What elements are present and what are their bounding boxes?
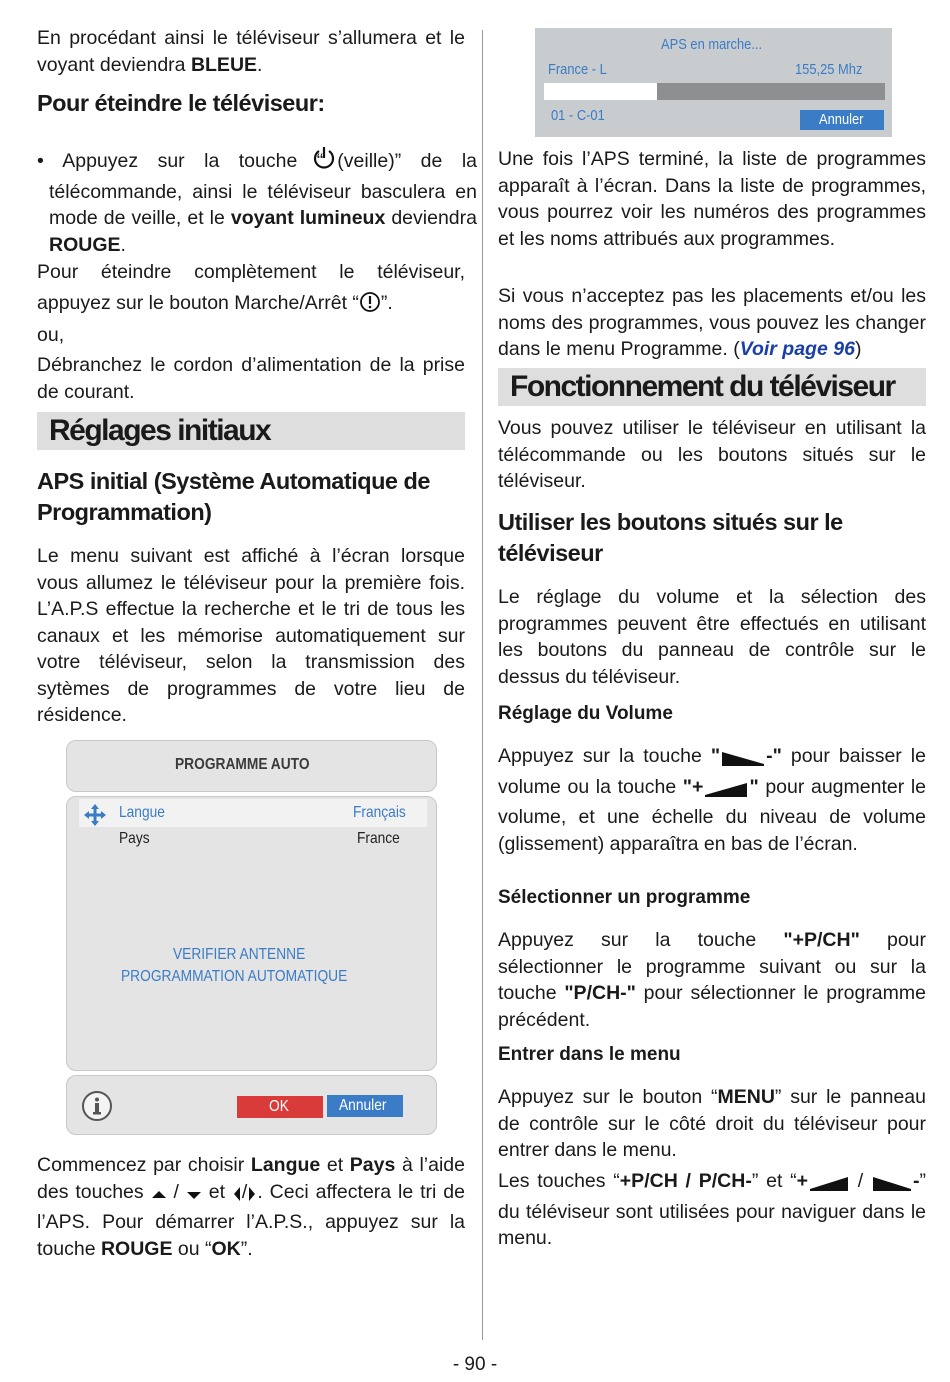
aps-channel: 01 - C-01 bbox=[551, 107, 605, 124]
paragraph-menu-suivant: Le menu suivant est affiché à l’écran lorsque vous allumez le téléviseur pour la première fois. L’A.P.S effectue la recherche et le tri de tous les canaux et les mémorise automatiquement sur votre téléviseur, selon la transmission des sytèmes de programmes de votre lieu de résidence. bbox=[37, 545, 465, 726]
section-title-reglages: Réglages initiaux bbox=[49, 414, 271, 447]
paragraph-selection: Appuyez sur la touche "+P/CH" pour sélectionner le programme suivant ou sur la touche "P/CH-" pour sélectionner le programme précédent. bbox=[498, 929, 926, 1031]
link-voir-page-96[interactable]: Voir page 96 bbox=[739, 338, 855, 360]
aps-frequency: 155,25 Mhz bbox=[795, 61, 863, 78]
aps-annuler-label: Annuler bbox=[819, 111, 864, 128]
heading-entrer-menu: Entrer dans le menu bbox=[498, 1044, 681, 1065]
navigate-cross-icon bbox=[83, 803, 107, 832]
heading-utiliser-boutons: Utiliser les boutons situés sur le téléviseur bbox=[498, 509, 843, 566]
aps-status: APS en marche... bbox=[661, 36, 763, 53]
left-arrow-icon bbox=[232, 1183, 242, 1210]
aps-annuler-button[interactable] bbox=[800, 110, 884, 130]
ok-button-label: OK bbox=[269, 1098, 289, 1115]
langue-label: Langue bbox=[119, 804, 165, 821]
paragraph-commencez: Commencez par choisir Langue et Pays à l’aide des touches / et / . Ceci affectera le tri de l’APS. Pour démarrer l’A.P.S., appuyez sur la touche ROUGE ou “OK”. bbox=[37, 1154, 465, 1260]
paragraph-si-vous: Si vous n’acceptez pas les placements et/ou les noms des programmes, vous pouvez les changer dans le menu Programme. (Voir page 96) bbox=[498, 285, 926, 360]
osd-title: PROGRAMME AUTO bbox=[175, 756, 310, 773]
heading-reglage-volume: Réglage du Volume bbox=[498, 703, 673, 724]
programmation-auto-text: PROGRAMMATION AUTOMATIQUE bbox=[121, 968, 348, 985]
pays-label: Pays bbox=[119, 830, 150, 847]
volume-down-icon-2 bbox=[871, 1172, 913, 1199]
paragraph-une-fois: Une fois l’APS terminé, la liste de programmes apparaît à l’écran. Dans la liste de programmes, vous pourrez voir les numéros des programmes et les noms attribués aux programmes. bbox=[498, 148, 926, 250]
osd-aps-progress bbox=[535, 28, 892, 137]
paragraph-touches: Les touches “+P/CH / P/CH-” et “+ / -” du téléviseur sont utilisées pour naviguer dans le menu. bbox=[498, 1170, 926, 1249]
volume-down-icon bbox=[720, 747, 766, 774]
paragraph-reglage-volume-selection: Le réglage du volume et la sélection des programmes peuvent être effectués en utilisant les boutons du panneau de contrôle sur le dessus du téléviseur. bbox=[498, 586, 926, 688]
osd-title-panel bbox=[66, 740, 437, 792]
paragraph-volume: Appuyez sur la touche " -" pour baisser le volume ou la touche "+ " pour augmenter le volume, et une échelle du niveau de volume (glissement) apparaîtra en bas de l’écran. bbox=[498, 745, 927, 855]
osd-settings-panel bbox=[66, 796, 437, 1071]
bullet-veille: • Appuyez sur la touche “ (veille)” de la télécommande, ainsi le téléviseur basculera en mode de veille, et le voyant lumineux deviendra ROUGE. bbox=[37, 145, 477, 258]
info-icon bbox=[81, 1090, 113, 1127]
page-number: - 90 - bbox=[452, 1354, 498, 1375]
right-arrow-icon bbox=[247, 1183, 257, 1210]
paragraph-eteindre-completement: Pour éteindre complètement le téléviseur, appuyez sur le bouton Marche/Arrêt “ ”. bbox=[37, 257, 465, 323]
aps-progress-fill bbox=[544, 83, 657, 100]
heading-selectionner-programme: Sélectionner un programme bbox=[498, 887, 751, 908]
pays-value[interactable]: France bbox=[357, 830, 400, 847]
paragraph-menu-bouton: Appuyez sur le bouton “MENU” sur le panneau de contrôle sur le côté droit du téléviseur pour entrer dans le menu. bbox=[498, 1086, 926, 1161]
heading-aps: APS initial (Système Automatique de Programmation) bbox=[37, 468, 430, 525]
section-bar-fonctionnement bbox=[498, 368, 926, 406]
osd-button-panel bbox=[66, 1075, 437, 1135]
paragraph-vous-pouvez: Vous pouvez utiliser le téléviseur en utilisant la télécommande ou les boutons situés sur le téléviseur. bbox=[498, 417, 926, 492]
aps-progress-track bbox=[544, 83, 885, 100]
paragraph-ou: ou, bbox=[37, 324, 65, 346]
mains-power-icon bbox=[359, 291, 381, 323]
power-icon bbox=[323, 145, 337, 179]
annuler-button[interactable] bbox=[327, 1095, 403, 1117]
intro-paragraph: En procédant ainsi le téléviseur s’allumera et le voyant deviendra BLEUE. bbox=[37, 27, 465, 76]
up-arrow-icon bbox=[151, 1183, 167, 1210]
volume-up-icon-2 bbox=[808, 1172, 850, 1199]
aps-region: France - L bbox=[548, 61, 607, 78]
annuler-button-label: Annuler bbox=[339, 1097, 387, 1114]
paragraph-debranchez: Débranchez le cordon d’alimentation de la prise de courant. bbox=[37, 354, 465, 403]
volume-up-icon bbox=[703, 778, 749, 805]
section-bar-reglages bbox=[37, 412, 465, 450]
down-arrow-icon bbox=[186, 1183, 202, 1210]
heading-eteindre: Pour éteindre le téléviseur: bbox=[37, 90, 325, 116]
langue-value[interactable]: Français bbox=[353, 804, 406, 821]
column-divider bbox=[482, 30, 483, 1340]
ok-button[interactable] bbox=[237, 1096, 323, 1118]
section-title-fonctionnement: Fonctionnement du téléviseur bbox=[510, 370, 895, 403]
verifier-antenne-text: VERIFIER ANTENNE bbox=[173, 946, 306, 963]
osd-programme-auto bbox=[66, 740, 437, 1135]
